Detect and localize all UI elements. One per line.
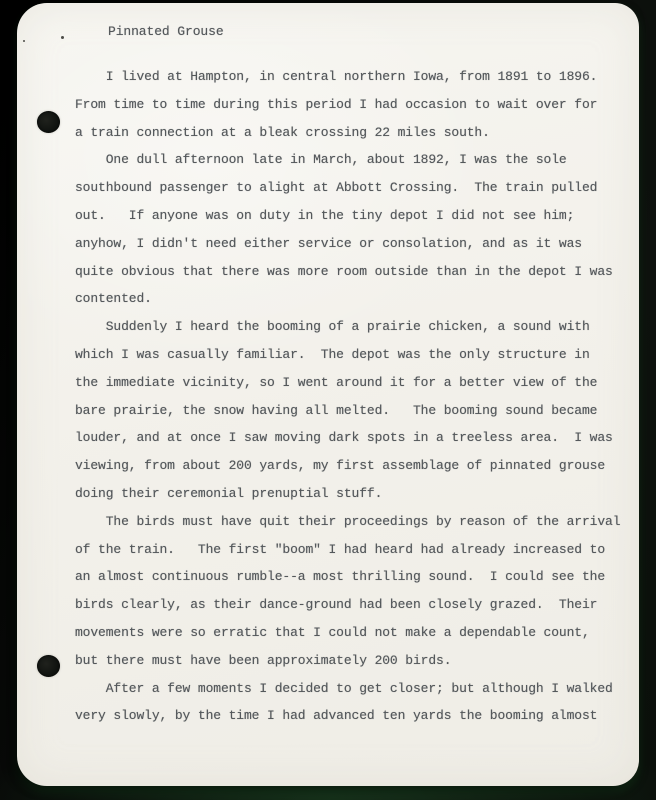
document-body (75, 63, 635, 730)
text-line: The birds must have quit their proceedings by reason of the arrival (75, 513, 621, 529)
hole-punch-bottom (37, 655, 60, 677)
text-line: but there must have been approximately 200 birds. (75, 652, 452, 668)
text-line: quite obvious that there was more room outside than in the depot I was (75, 263, 613, 279)
ink-speck (23, 40, 25, 42)
text-line: doing their ceremonial prenuptial stuff. (75, 485, 383, 501)
text-line: an almost continuous rumble--a most thrilling sound. I could see the (75, 569, 606, 585)
ink-speck (61, 36, 64, 39)
text-line: anyhow, I didn't need either service or consolation, and as it was (75, 235, 582, 251)
text-line: birds clearly, as their dance-ground had been closely grazed. Their (75, 597, 598, 613)
text-line: I lived at Hampton, in central northern Iowa, from 1891 to 1896. (75, 69, 598, 84)
text-line: movements were so erratic that I could not make a dependable count, (75, 624, 590, 640)
text-line: viewing, from about 200 yards, my first assemblage of pinnated grouse (75, 458, 606, 474)
hole-punch-top (37, 111, 60, 133)
text-line: out. If anyone was on duty in the tiny depot I did not see him; (75, 207, 575, 223)
text-line: very slowly, by the time I had advanced ten yards the booming almost (75, 708, 598, 724)
text-line: After a few moments I decided to get closer; but although I walked (75, 680, 613, 696)
text-line: the immediate vicinity, so I went around it for a better view of the (75, 374, 598, 390)
text-line: southbound passenger to alight at Abbott Crossing. The train pulled (75, 180, 598, 196)
text-line: a train connection at a bleak crossing 22 miles south. (75, 124, 490, 140)
text-line: of the train. The first "boom" I had heard had already increased to (75, 541, 606, 557)
text-line: contented. (75, 291, 152, 307)
text-line: One dull afternoon late in March, about 1892, I was the sole (75, 152, 567, 168)
text-line: louder, and at once I saw moving dark spots in a treeless area. I was (75, 430, 613, 446)
text-line: which I was casually familiar. The depot was the only structure in (75, 346, 590, 362)
text-line: bare prairie, the snow having all melted. The booming sound became (75, 402, 598, 418)
typewritten-page (17, 3, 639, 786)
document-title: Pinnated Grouse (108, 24, 224, 39)
text-line: Suddenly I heard the booming of a prairie chicken, a sound with (75, 319, 590, 335)
text-line: From time to time during this period I had occasion to wait over for (75, 96, 598, 112)
